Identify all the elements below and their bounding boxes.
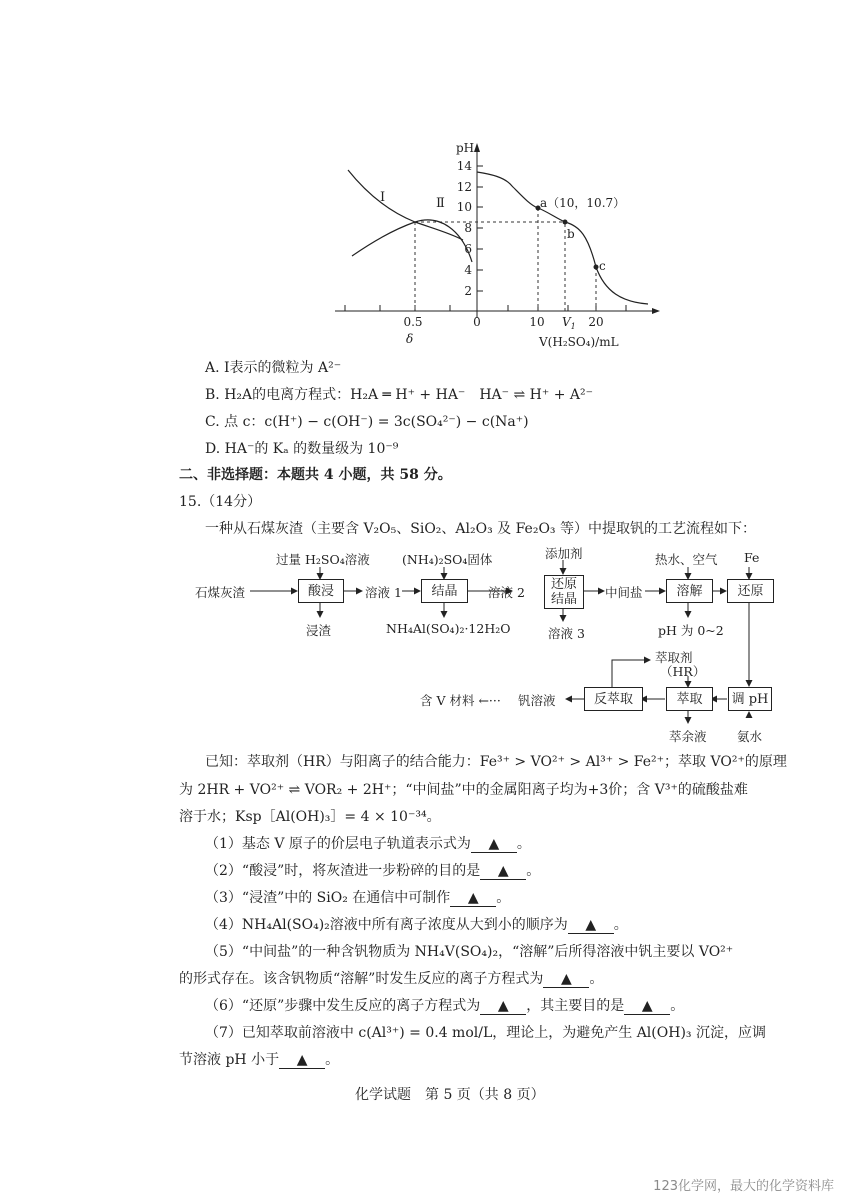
answer-blank[interactable]: ▲ <box>279 1052 325 1069</box>
flow-output-solution-3: 溶液 3 <box>548 626 585 641</box>
flow-input-ammonia: 氨水 <box>737 729 763 744</box>
answer-blank[interactable]: ▲ <box>543 971 589 988</box>
question-15-1: （1）基态 V 原子的价层电子轨道表示式为 ▲ 。 <box>205 836 531 852</box>
flow-intermediate-salt: 中间盐 <box>605 585 643 600</box>
curve-II <box>352 220 472 262</box>
flow-input-h2so4: 过量 H₂SO₄溶液 <box>276 552 370 567</box>
flow-box-acid-leach: 酸浸 <box>298 579 344 603</box>
section-title: 二、非选择题：本题共 4 小题，共 58 分。 <box>179 467 452 483</box>
flow-output-ph: pH 为 0~2 <box>658 623 724 638</box>
option-b: B. H₂A的电离方程式：H₂A ═ H⁺ + HA⁻ HA⁻ ⇌ H⁺ + A²⁻ <box>205 387 594 403</box>
flow-box-extract: 萃取 <box>666 687 713 711</box>
flow-output-alum: NH₄Al(SO₄)₂·12H₂O <box>386 621 511 636</box>
question-15-7-line1: （7）已知萃取前溶液中 c(Al³⁺) = 0.4 mol/L，理论上，为避免产生 Al(OH)₃ 沉淀，应调 <box>205 1025 766 1041</box>
flow-input-additive: 添加剂 <box>545 546 583 561</box>
x-tick-label-v1: $V_1$ <box>562 315 576 331</box>
flow-input-extractant: 萃取剂 <box>655 650 693 665</box>
known-line-2: 为 2HR + VO²⁺ ⇌ VOR₂ + 2H⁺；“中间盐”中的金属阳离子均为+3价；含 V³⁺的硫酸盐难 <box>179 782 748 798</box>
point-b-marker <box>563 220 568 225</box>
flow-solution-2: 溶液 2 <box>488 585 525 600</box>
flow-box-adjust-ph: 调 pH <box>728 687 772 711</box>
page-footer: 化学试题 第 5 页（共 8 页） <box>355 1087 545 1103</box>
titration-curve <box>477 172 648 304</box>
y-tick-label: 12 <box>456 180 472 194</box>
y-axis-arrow <box>474 143 480 152</box>
flow-box-reduce-crystallize: 还原 结晶 <box>544 575 584 609</box>
flow-output-raffinate: 萃余液 <box>669 729 707 744</box>
titration-graph <box>0 0 842 360</box>
x-tick-label: 20 <box>588 315 604 329</box>
point-c-marker <box>594 265 599 270</box>
x-axis-label: V(H₂SO₄)/mL <box>539 335 619 349</box>
question-15-4: （4）NH₄Al(SO₄)₂溶液中所有离子浓度从大到小的顺序为 ▲ 。 <box>205 917 628 933</box>
flow-solution-1: 溶液 1 <box>365 585 402 600</box>
question-15-2: （2）“酸浸”时，将灰渣进一步粉碎的目的是 ▲ 。 <box>205 863 541 879</box>
curve-I <box>348 170 463 240</box>
flow-end-material: 含 V 材料 ←··· <box>420 693 501 708</box>
question-15-heading: 15.（14分） <box>179 494 262 510</box>
curve-II-label: Ⅱ <box>436 196 445 211</box>
y-tick-label: 8 <box>464 221 472 235</box>
flow-input-fe: Fe <box>744 550 760 565</box>
watermark: 123化学网，最大的化学资料库 <box>653 1179 834 1194</box>
answer-blank[interactable]: ▲ <box>480 998 526 1015</box>
x-tick-label: 10 <box>529 315 545 329</box>
y-tick-label: 2 <box>464 284 472 298</box>
answer-blank[interactable]: ▲ <box>624 998 670 1015</box>
flow-start: 石煤灰渣 <box>195 585 246 600</box>
answer-blank[interactable]: ▲ <box>480 863 526 880</box>
flow-input-extractant-hr: （HR） <box>660 664 706 679</box>
option-d: D. HA⁻的 Kₐ 的数量级为 10⁻⁹ <box>205 441 399 457</box>
flow-input-hotwater-air: 热水、空气 <box>655 552 718 567</box>
y-tick-label: 4 <box>464 263 472 277</box>
delta-label: δ <box>406 332 414 346</box>
x-tick-label: 0 <box>473 315 481 329</box>
answer-blank[interactable]: ▲ <box>471 836 517 853</box>
flow-box-dissolve: 溶解 <box>666 579 713 603</box>
y-tick-label: 6 <box>464 242 472 256</box>
question-15-7-line2: 节溶液 pH 小于 ▲ 。 <box>179 1052 340 1068</box>
point-c-label: c <box>599 259 606 273</box>
y-tick-label: 10 <box>456 200 472 214</box>
flow-input-nh4so4: (NH₄)₂SO₄固体 <box>402 552 493 567</box>
point-b-label: b <box>567 227 575 241</box>
flow-vanadium-solution: 钒溶液 <box>518 693 556 708</box>
answer-blank[interactable]: ▲ <box>568 917 614 934</box>
x-tick-label: 0.5 <box>403 315 423 329</box>
answer-blank[interactable]: ▲ <box>450 890 496 907</box>
y-axis-label: pH <box>456 141 475 155</box>
flow-arrows <box>0 540 842 750</box>
flow-box-strip: 反萃取 <box>584 687 643 711</box>
x-axis-arrow <box>652 308 660 314</box>
question-15-5-line1: （5）“中间盐”的一种含钒物质为 NH₄V(SO₄)₂，“溶解”后所得溶液中钒主要以 VO²⁺ <box>205 944 734 960</box>
option-c: C. 点 c：c(H⁺) − c(OH⁻) = 3c(SO₄²⁻) − c(Na⁺) <box>205 414 529 430</box>
question-15-5-line2: 的形式存在。该含钒物质“溶解”时发生反应的离子方程式为 ▲ 。 <box>179 971 604 987</box>
known-line-1: 已知：萃取剂（HR）与阳离子的结合能力：Fe³⁺ > VO²⁺ > Al³⁺ > Fe²⁺；萃取 VO²⁺的原理 <box>205 754 787 770</box>
y-tick-label: 14 <box>456 159 472 173</box>
question-15-3: （3）“浸渣”中的 SiO₂ 在通信中可制作 ▲ 。 <box>205 890 511 906</box>
flow-box-crystallize: 结晶 <box>421 579 468 603</box>
known-line-3: 溶于水；Ksp［Al(OH)₃］= 4 × 10⁻³⁴。 <box>179 809 441 825</box>
flow-box-reduce: 还原 <box>727 579 774 603</box>
flow-output-residue: 浸渣 <box>306 623 332 638</box>
question-15-intro: 一种从石煤灰渣（主要含 V₂O₅、SiO₂、Al₂O₃ 及 Fe₂O₃ 等）中提取钒的工艺流程如下： <box>205 521 756 537</box>
option-a: A. Ⅰ表示的微粒为 A²⁻ <box>205 360 342 376</box>
question-15-6: （6）“还原”步骤中发生反应的离子方程式为 ▲ ，其主要目的是 ▲ 。 <box>205 998 685 1014</box>
point-a-label: a（10，10.7） <box>540 196 626 210</box>
curve-I-label: Ⅰ <box>380 190 386 205</box>
